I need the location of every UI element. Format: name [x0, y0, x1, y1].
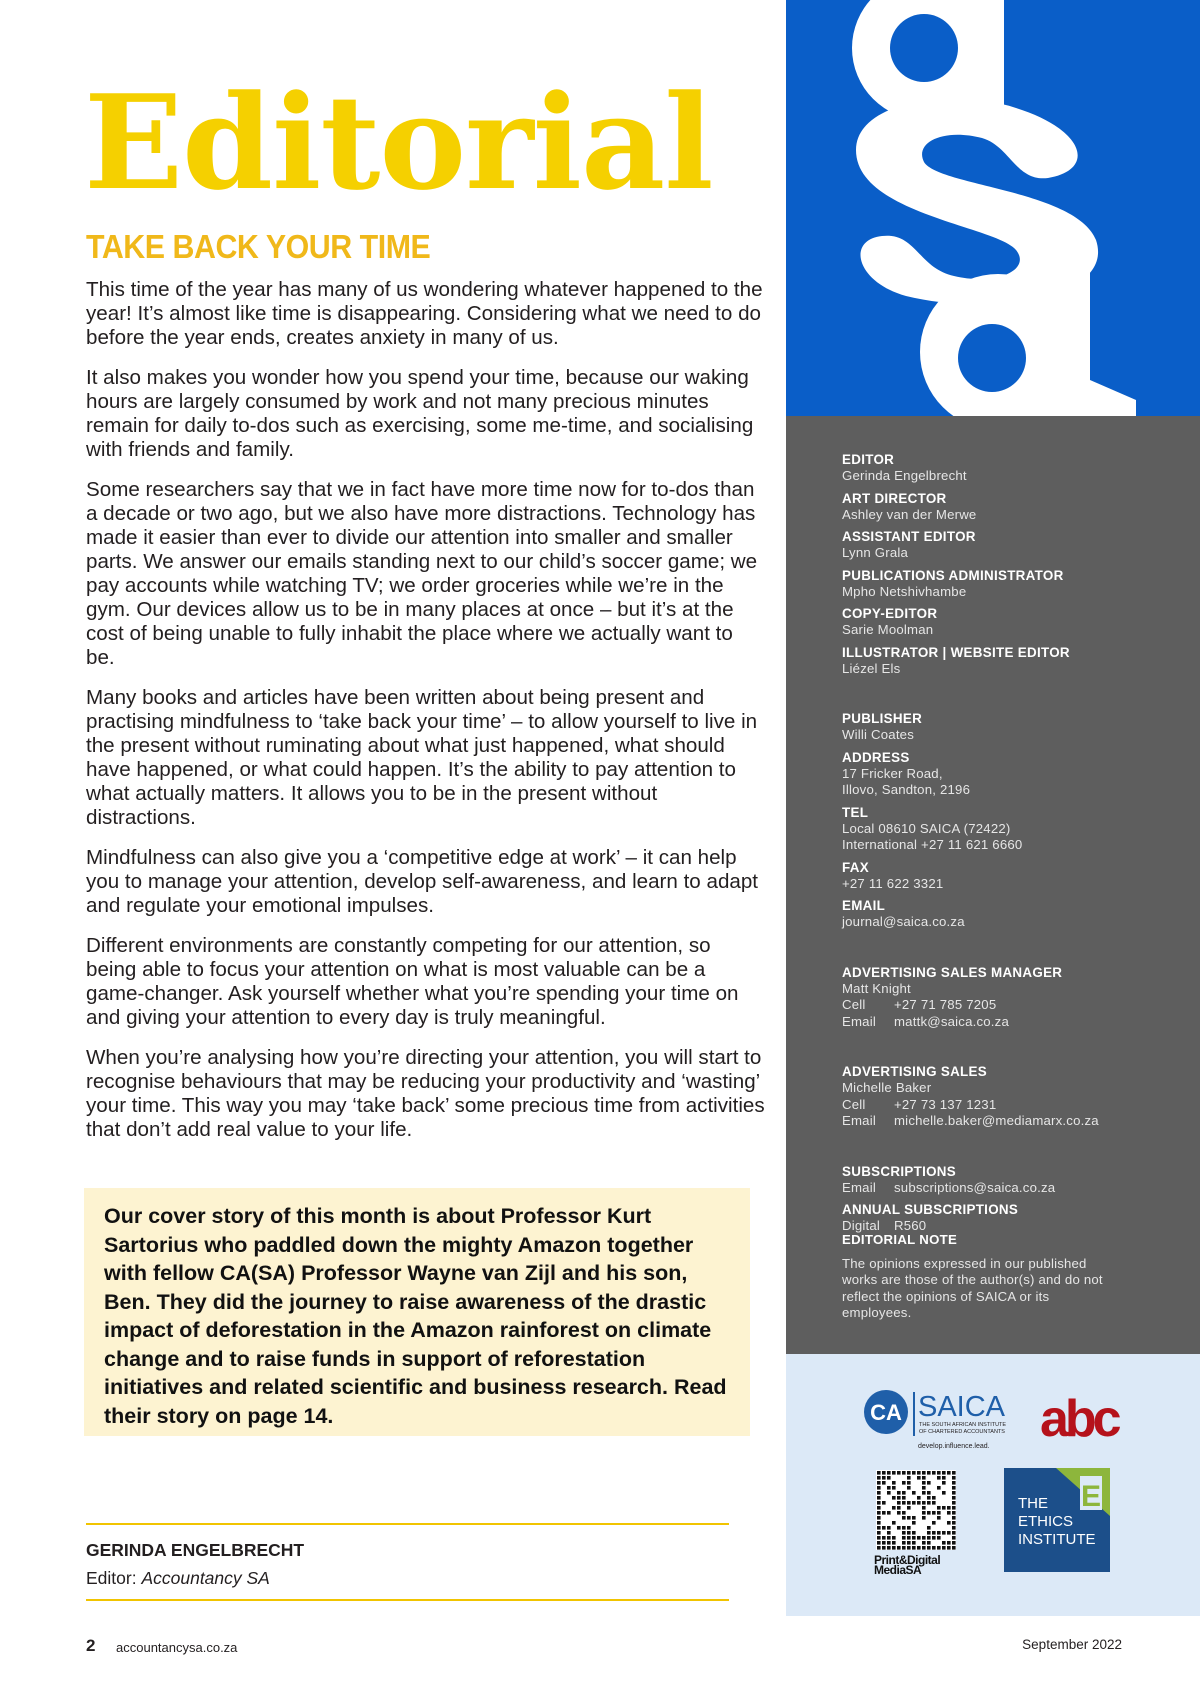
abc-wordmark: abc: [1040, 1392, 1118, 1448]
ad-sales-manager-block: [842, 965, 1182, 1031]
qr-dot: [952, 1471, 956, 1475]
qr-dot: [927, 1511, 931, 1515]
qr-dot: [937, 1476, 941, 1480]
logo-letter-a-bottom-counter: [958, 324, 1026, 392]
qr-dot: [952, 1546, 956, 1550]
staff-name: Liézel Els: [842, 660, 901, 676]
ad-sales-name: Michelle Baker: [842, 1080, 932, 1095]
qr-dot: [927, 1496, 931, 1500]
staff-copy-editor: [842, 606, 1182, 639]
qr-dot: [887, 1546, 891, 1550]
subscriptions-label: SUBSCRIPTIONS: [842, 1163, 957, 1179]
qr-dot: [922, 1486, 926, 1490]
email-label: Email: [842, 1179, 876, 1195]
qr-dot: [937, 1511, 941, 1515]
qr-dot: [942, 1491, 946, 1495]
ethics-line-3: INSTITUTE: [1018, 1531, 1096, 1548]
address-line: Illovo, Sandton, 2196: [842, 782, 971, 797]
masthead-panel: [786, 416, 1200, 1354]
staff-name: Lynn Grala: [842, 545, 909, 560]
ad-sales-block: [842, 1064, 1182, 1130]
qr-dot: [952, 1481, 956, 1485]
qr-dot: [912, 1536, 916, 1540]
qr-dot: [927, 1541, 931, 1545]
qr-dot: [952, 1536, 956, 1540]
signature-divider-bottom: [86, 1599, 729, 1601]
ethics-line-2: ETHICS: [1018, 1513, 1074, 1530]
ad-sales-cell: [842, 1097, 1182, 1114]
qr-dot: [877, 1511, 881, 1515]
article-headline: TAKE BACK YOUR TIME: [86, 228, 431, 265]
qr-dot: [882, 1536, 886, 1540]
qr-dot: [902, 1541, 906, 1545]
qr-dot: [877, 1521, 881, 1525]
qr-dot: [902, 1546, 906, 1550]
ad-sales-manager-name: Matt Knight: [842, 980, 911, 996]
qr-dot: [952, 1501, 956, 1505]
qr-dot: [907, 1476, 911, 1480]
qr-dot: [937, 1536, 941, 1540]
ethics-line-1: THE: [1018, 1495, 1048, 1512]
paragraph-2: It also makes you wonder how you spend your time, because our waking hours are largely consumed by work and not many precious minutes remain for daily to-dos such as exercising, some me-time, and socialising with friends and family.: [86, 366, 754, 461]
staff-name: Mpho Netshivhambe: [842, 583, 967, 599]
staff-name: Sarie Moolman: [842, 622, 934, 637]
qr-dot: [877, 1526, 881, 1530]
author-name: GERINDA ENGELBRECHT: [86, 1540, 305, 1560]
partner-logos: [786, 1354, 1200, 1616]
qr-dot: [887, 1486, 891, 1490]
qr-dot: [897, 1501, 901, 1505]
tel-label: TEL: [842, 804, 869, 820]
qr-dot: [912, 1521, 916, 1525]
qr-dot: [932, 1511, 936, 1515]
qr-dot: [877, 1496, 881, 1500]
callout-text: Our cover story of this month is about Professor Kurt Sartorius who paddled down the mighty Amazon together with fellow CA(SA) Professor Wayne van Zijl and his son, Ben. They did the journey to raise awareness of the drastic impact of deforestation in the Amazon rainforest on climate change and to raise funds in support of reforestation initiatives and related scientific and business research. Read their story on page 14.: [104, 1204, 727, 1428]
cell-number: +27 73 137 1231: [894, 1096, 997, 1112]
qr-dot: [927, 1526, 931, 1530]
staff-name: Gerinda Engelbrecht: [842, 468, 967, 483]
qr-dot: [887, 1491, 891, 1495]
qr-dot: [942, 1476, 946, 1480]
qr-dot: [902, 1526, 906, 1530]
qr-dot: [887, 1476, 891, 1480]
qr-dot: [952, 1491, 956, 1495]
staff-role-label: EDITOR: [842, 452, 895, 467]
qr-dot: [922, 1501, 926, 1505]
qr-dot: [932, 1496, 936, 1500]
address-line: 17 Fricker Road,: [842, 765, 943, 781]
qr-dot: [877, 1506, 881, 1510]
qr-dot: [882, 1511, 886, 1515]
staff-publications-administrator: [842, 568, 1182, 601]
publisher-label: PUBLISHER: [842, 711, 923, 726]
qr-dot: [892, 1481, 896, 1485]
qr-dot: [932, 1521, 936, 1525]
fax-label: FAX: [842, 859, 869, 875]
qr-dot: [892, 1521, 896, 1525]
qr-dot: [927, 1531, 931, 1535]
subscription-price: R560: [894, 1218, 927, 1233]
ethics-mark: E: [1080, 1480, 1102, 1513]
qr-dot: [907, 1481, 911, 1485]
ad-sales-label: ADVERTISING SALES: [842, 1064, 987, 1079]
qr-dot: [947, 1531, 951, 1535]
ad-sales-email: [842, 1113, 1182, 1130]
qr-dot: [942, 1481, 946, 1485]
qr-dot: [942, 1471, 946, 1475]
subscriptions-block: [842, 1164, 1182, 1197]
tel-international: International +27 11 621 6660: [842, 837, 1023, 852]
editorial-note-label: EDITORIAL NOTE: [842, 1232, 958, 1247]
qr-dot: [932, 1471, 936, 1475]
logo-letter-a-bottom-stem: [1038, 238, 1090, 416]
ad-sales-manager-cell: [842, 997, 1182, 1014]
paragraph-3: Some researchers say that we in fact have more time now for to-dos than a decade or two ago, but we also have more distractions. Technology has made it easier than ever to divide our attention into smaller and smaller parts. We answer our emails standing next to our child’s soccer game; we pay accounts while watching TV; we order groceries while we’re in the gym. Our devices allow us to be in many places at once – but it’s at the cost of being unable to fully inhabit the place where we actually want to be.: [86, 478, 758, 669]
subscriptions-email: [842, 1180, 1182, 1197]
qr-dot: [947, 1471, 951, 1475]
qr-dot: [922, 1471, 926, 1475]
publisher-block: [842, 711, 1182, 744]
qr-dot: [887, 1536, 891, 1540]
qr-dot: [882, 1481, 886, 1485]
paragraph-5: Mindfulness can also give you a ‘competitive edge at work’ – it can help you to manage your attention, develop self-awareness, and learn to adapt and regulate your emotional impulses.: [86, 846, 759, 917]
saica-emblem-text: CA: [870, 1400, 902, 1425]
qr-dot: [877, 1536, 881, 1540]
qr-dot: [932, 1546, 936, 1550]
qr-dot: [877, 1516, 881, 1520]
qr-dot: [922, 1541, 926, 1545]
qr-dot: [882, 1476, 886, 1480]
qr-dot: [892, 1496, 896, 1500]
qr-dot: [877, 1501, 881, 1505]
paragraph-4: Many books and articles have been written about being present and practising mindfulness to ‘take back your time’ – to allow yourself to live in the present without ruminating about what just happened, what should have happened, or what could happen. It’s the ability to pay attention to what actually matters. It allows you to be in the present without distractions.: [86, 686, 758, 829]
email-address[interactable]: subscriptions@saica.co.za: [894, 1179, 1056, 1195]
email-address[interactable]: mattk@saica.co.za: [894, 1013, 1009, 1029]
qr-dot: [942, 1506, 946, 1510]
qr-dot: [907, 1536, 911, 1540]
qr-dot: [887, 1471, 891, 1475]
qr-dot: [912, 1501, 916, 1505]
staff-illustrator: [842, 645, 1182, 678]
qr-dot: [917, 1471, 921, 1475]
staff-list: [842, 452, 1182, 1241]
qr-dot: [902, 1536, 906, 1540]
qr-dot: [937, 1546, 941, 1550]
qr-dot: [877, 1546, 881, 1550]
qr-dot: [892, 1546, 896, 1550]
qr-dot: [897, 1471, 901, 1475]
qr-dot: [952, 1476, 956, 1480]
qr-dot: [937, 1516, 941, 1520]
qr-dot: [882, 1526, 886, 1530]
qr-dot: [917, 1501, 921, 1505]
qr-dot: [922, 1516, 926, 1520]
qr-dot: [947, 1506, 951, 1510]
annual-subscriptions-label: ANNUAL SUBSCRIPTIONS: [842, 1202, 1019, 1217]
qr-dot: [952, 1496, 956, 1500]
asa-logo-graphic: [786, 0, 1200, 416]
qr-dot: [917, 1546, 921, 1550]
qr-dot: [942, 1531, 946, 1535]
cell-number: +27 71 785 7205: [894, 997, 997, 1012]
address-label: ADDRESS: [842, 749, 910, 765]
saica-wordmark: SAICA: [918, 1391, 1006, 1423]
qr-dot: [912, 1471, 916, 1475]
author-publication: Accountancy SA: [141, 1568, 270, 1588]
qr-dot: [952, 1506, 956, 1510]
qr-dot: [902, 1516, 906, 1520]
qr-dot: [927, 1546, 931, 1550]
saica-subtitle: THE SOUTH AFRICAN INSTITUTE: [919, 1422, 1007, 1428]
author-role: [86, 1568, 270, 1589]
qr-dot: [932, 1501, 936, 1505]
saica-logo: [862, 1386, 1022, 1458]
qr-dot: [897, 1511, 901, 1515]
qr-dot: [932, 1536, 936, 1540]
subscription-type: Digital: [842, 1218, 881, 1233]
email-label: Email: [842, 1013, 876, 1029]
qr-dot: [952, 1541, 956, 1545]
qr-dot: [877, 1541, 881, 1545]
qr-dot: [937, 1506, 941, 1510]
qr-dot: [887, 1526, 891, 1530]
abc-logo: [1040, 1392, 1132, 1448]
qr-dot: [902, 1511, 906, 1515]
qr-dot: [922, 1546, 926, 1550]
qr-dot: [952, 1521, 956, 1525]
staff-editor: [842, 452, 1182, 485]
qr-dot: [892, 1471, 896, 1475]
qr-dot: [947, 1511, 951, 1515]
qr-dot: [902, 1501, 906, 1505]
qr-dot: [947, 1541, 951, 1545]
qr-dot: [877, 1486, 881, 1490]
qr-dot: [927, 1491, 931, 1495]
staff-art-director: [842, 491, 1182, 524]
qr-dot: [937, 1471, 941, 1475]
email-block: [842, 898, 1182, 931]
qr-dot: [892, 1536, 896, 1540]
print-digital-media-logo: [874, 1468, 960, 1578]
qr-dot: [912, 1546, 916, 1550]
qr-dot: [937, 1486, 941, 1490]
qr-dot: [907, 1501, 911, 1505]
footer-date: September 2022: [1022, 1637, 1122, 1652]
qr-dot: [922, 1536, 926, 1540]
fax-number: +27 11 622 3321: [842, 875, 944, 891]
qr-dot: [922, 1476, 926, 1480]
staff-role-label: ASSISTANT EDITOR: [842, 529, 976, 544]
tel-block: [842, 805, 1182, 854]
qr-dot: [902, 1496, 906, 1500]
qr-dot: [927, 1536, 931, 1540]
tel-local: Local 08610 SAICA (72422): [842, 820, 1011, 836]
staff-role-label: ART DIRECTOR: [842, 490, 947, 506]
qr-dot: [952, 1511, 956, 1515]
qr-dot: [907, 1546, 911, 1550]
qr-dot: [932, 1531, 936, 1535]
qr-dot: [887, 1531, 891, 1535]
asa-logo: [786, 0, 1200, 416]
qr-dot: [882, 1541, 886, 1545]
qr-dot: [912, 1491, 916, 1495]
staff-role-label: ILLUSTRATOR | WEBSITE EDITOR: [842, 644, 1070, 660]
email-label: EMAIL: [842, 898, 886, 913]
qr-dot: [952, 1516, 956, 1520]
qr-dot: [952, 1486, 956, 1490]
logo-letter-a-top-counter: [890, 14, 958, 82]
qr-dot: [902, 1471, 906, 1475]
print-media-line-2: MediaSA: [874, 1563, 922, 1577]
ethics-institute-logo: [1004, 1468, 1110, 1572]
qr-dot: [927, 1481, 931, 1485]
qr-dot: [902, 1531, 906, 1535]
ad-sales-manager-label: ADVERTISING SALES MANAGER: [842, 964, 1063, 980]
paragraph-6: Different environments are constantly competing for our attention, so being able to focus your attention on what is most valuable can be a game-changer. Ask yourself whether what you’re spending your time on and giving your attention to every day is truly meaningful.: [86, 934, 739, 1029]
fax-block: [842, 860, 1182, 893]
qr-dot: [947, 1521, 951, 1525]
address-block: [842, 750, 1182, 799]
qr-dot: [907, 1531, 911, 1535]
editorial-note-text: The opinions expressed in our published works are those of the author(s) and do not reflect the opinions of SAICA or its employees.: [842, 1256, 1103, 1320]
staff-role-label: COPY-EDITOR: [842, 606, 938, 621]
qr-dot: [912, 1531, 916, 1535]
qr-dot: [917, 1496, 921, 1500]
qr-dot: [897, 1506, 901, 1510]
qr-dot: [877, 1476, 881, 1480]
qr-dot: [907, 1506, 911, 1510]
author-role-prefix: Editor:: [86, 1568, 142, 1588]
staff-assistant-editor: [842, 529, 1182, 562]
qr-dot: [877, 1491, 881, 1495]
qr-dot: [897, 1491, 901, 1495]
cell-label: Cell: [842, 1096, 866, 1112]
qr-dot: [927, 1471, 931, 1475]
qr-dot: [882, 1501, 886, 1505]
cover-story-callout: [84, 1188, 750, 1436]
qr-dot: [897, 1526, 901, 1530]
qr-dot: [907, 1526, 911, 1530]
qr-dot: [887, 1541, 891, 1545]
qr-dot: [902, 1481, 906, 1485]
editorial-note: [842, 1232, 1122, 1321]
qr-dot: [922, 1481, 926, 1485]
cell-label: Cell: [842, 997, 866, 1012]
article-body: [86, 278, 766, 1158]
staff-role-label: PUBLICATIONS ADMINISTRATOR: [842, 567, 1064, 583]
qr-dot: [882, 1546, 886, 1550]
qr-dot: [947, 1546, 951, 1550]
qr-dot: [907, 1516, 911, 1520]
qr-dot: [877, 1531, 881, 1535]
saica-subtitle: OF CHARTERED ACCOUNTANTS: [919, 1429, 1005, 1435]
footer-website: accountancysa.co.za: [116, 1640, 238, 1655]
qr-dot: [922, 1491, 926, 1495]
signature-divider-top: [86, 1523, 729, 1525]
qr-dot: [922, 1506, 926, 1510]
email-label: Email: [842, 1113, 876, 1128]
qr-dot: [902, 1491, 906, 1495]
email-address[interactable]: journal@saica.co.za: [842, 914, 965, 929]
qr-dot: [897, 1546, 901, 1550]
page-number: 2: [86, 1636, 96, 1655]
qr-dot: [922, 1511, 926, 1515]
staff-name: Ashley van der Merwe: [842, 506, 977, 522]
qr-dot: [942, 1546, 946, 1550]
qr-dot: [952, 1531, 956, 1535]
ad-sales-manager-email: [842, 1014, 1182, 1031]
qr-dot: [892, 1486, 896, 1490]
paragraph-7: When you’re analysing how you’re directing your attention, you will start to recognise behaviours that may be reducing your productivity and ‘wasting’ your time. This way you may ‘take back’ some precious time from activities that don’t add real value to your life.: [86, 1046, 765, 1141]
qr-dot: [897, 1496, 901, 1500]
qr-dot: [907, 1486, 911, 1490]
qr-dot: [927, 1501, 931, 1505]
qr-dot: [877, 1481, 881, 1485]
annual-subscriptions-block: [842, 1202, 1182, 1235]
qr-dot: [887, 1511, 891, 1515]
qr-dot: [942, 1541, 946, 1545]
qr-dot: [917, 1536, 921, 1540]
publisher-name: Willi Coates: [842, 727, 915, 742]
email-address[interactable]: michelle.baker@mediamarx.co.za: [894, 1113, 1099, 1128]
qr-dot: [892, 1506, 896, 1510]
qr-dot: [882, 1471, 886, 1475]
qr-dot: [907, 1541, 911, 1545]
qr-dot: [877, 1471, 881, 1475]
qr-dot: [907, 1471, 911, 1475]
qr-dot: [892, 1541, 896, 1545]
saica-tagline: develop.influence.lead.: [918, 1443, 990, 1450]
paragraph-1: This time of the year has many of us wondering whatever happened to the year! It’s almost like time is disappearing. Considering what we need to do before the year ends, creates anxiety in many of us.: [86, 278, 763, 349]
qr-dot: [952, 1526, 956, 1530]
print-media-line-1: Print&Digital: [874, 1553, 941, 1567]
qr-dot: [937, 1531, 941, 1535]
page-title: Editorial: [84, 66, 713, 219]
qr-dot: [917, 1476, 921, 1480]
qr-dot: [912, 1516, 916, 1520]
qr-dot: [912, 1541, 916, 1545]
